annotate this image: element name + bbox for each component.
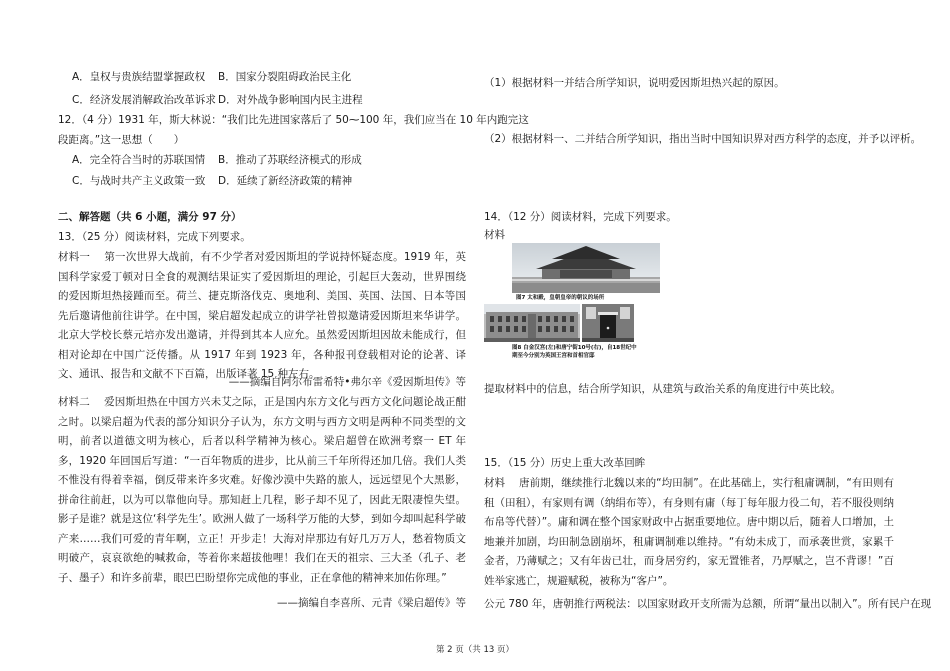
q12-option-b[interactable]: B．推动了苏联经济模式的形成: [218, 154, 362, 166]
q14-intro: 14．（12 分）阅读材料，完成下列要求。: [484, 211, 677, 223]
q12-option-d[interactable]: D．延续了新经济政策的精神: [218, 175, 353, 187]
q11-option-a[interactable]: A．皇权与贵族结盟掌握政权: [72, 71, 206, 83]
q11-option-c[interactable]: C．经济发展消解政治改革诉求: [72, 94, 216, 106]
q11-option-d[interactable]: D．对外战争影响国内民主进程: [218, 94, 363, 106]
q13-source-2: ——摘编自李喜所、元青《梁启超传》等: [277, 597, 466, 609]
figure-8-british-buildings: [484, 304, 660, 374]
q13-requirement-2: （2）根据材料一、二并结合所学知识，指出当时中国知识界对西方科学的态度，并予以评析。: [484, 133, 922, 145]
q13-intro: 13．（25 分）阅读材料，完成下列要求。: [58, 231, 251, 243]
q12-option-c[interactable]: C．与战时共产主义政策一致: [72, 175, 206, 187]
figure-7-taihe-hall: [512, 243, 660, 305]
q12-stem-line2: 段距离。”这一思想（ ）: [58, 134, 185, 146]
q15-material: 材料 唐前期，继续推行北魏以来的“均田制”。在此基础上，实行租庸调制，“有田则有租（田租），有家则有调（纳绢布等），有身则有庸（每丁每年服力役二旬，若不服役则纳布帛等代替）”。庸和调在整个国家财政中占据重要地位。唐中期以后，随着人口增加，土地兼并加剧，均田制急剧崩坏，租庸调制难以维持。“有幼未成丁，而承袭世赏，家累千金者，乃薄赋之；又有年齿已壮，而身居穷约，家无置锥者，乃厚赋之，岂不背谬！”百姓举家逃亡，规避赋税，被称为“客户”。: [484, 477, 894, 587]
figure-7-caption: 图7 太和殿，皇朝皇帝的朝议的场所: [516, 295, 605, 301]
q12-stem-line1: 12．（4 分）1931 年，斯大林说：“我们比先进国家落后了 50⁓100 年，我们应当在 10 年内跑完这: [58, 114, 529, 126]
buckingham-illustration: [484, 304, 580, 342]
section-title: 二、解答题（共 6 小题，满分 97 分）: [58, 211, 242, 223]
q13-source-1: ——摘编自阿尔布雷希特•弗尔辛《爱因斯坦传》等: [228, 376, 466, 388]
q13-requirement-1: （1）根据材料一并结合所学知识，说明爱因斯坦热兴起的原因。: [484, 77, 785, 89]
figure-8-caption: 图8 白金汉宫(左)和唐宁街10号(右)，自18世纪中期至今分别为英国王宫和首相官邸: [512, 345, 637, 359]
palace-illustration: [512, 243, 660, 293]
q15-intro: 15．（15 分）历史上重大改革回眸: [484, 457, 646, 469]
taihe-hall-photo: [512, 243, 660, 293]
downing-street-photo: [582, 304, 634, 342]
buckingham-palace-photo: [484, 304, 580, 342]
q15-last-line: 公元 780 年，唐朝推行两税法：以国家财政开支所需为总额，所谓“量出以制入”。所有民户在现: [484, 598, 932, 610]
downing-street-illustration: [582, 304, 634, 342]
q13-material-1: 材料一 第一次世界大战前，有不少学者对爱因斯坦的学说持怀疑态度。1919 年，英国科学家爱丁顿对日全食的观测结果证实了爱因斯坦的理论，引起巨大轰动，世界围绕的爱因斯坦热接踵而至。荷兰、捷克斯洛伐克、奥地利、美国、英国、法国、日本等国先后邀请他前往讲学。在中国，梁启超发起成立的讲学社曾拟邀请爱因斯坦来华讲学。北京大学校长蔡元培亦发出邀请，并得到其本人应允。虽然爱因斯坦因故未能成行，但相对论却在中国广泛传播。从 1917 年到 1923 年，各种报刊登载相对论的论著、译文、通讯、报告和文献不下百篇，出版译著 15 种左右。: [58, 251, 466, 380]
page-footer: 第 2 页（共 13 页）: [435, 645, 515, 655]
q14-question: 提取材料中的信息，结合所学知识，从建筑与政治关系的角度进行中英比较。: [484, 383, 841, 395]
q11-option-b[interactable]: B．国家分裂阻碍政治民主化: [218, 71, 352, 83]
q12-option-a[interactable]: A．完全符合当时的苏联国情: [72, 154, 206, 166]
q13-material-2: 材料二 爱因斯坦热在中国方兴未艾之际，正是国内东方文化与西方文化问题论战正酣之时。以梁启超为代表的部分知识分子认为，东方文明与西方文明是两种不同类型的文明，前者以道德文明为核心，后者以科学精神为核心。梁启超曾在欧洲考察一 ET 年多，1920 年回国后写道：“一百年物质的进步，比从前三千年所得还加几倍。我们人类不惟没有得着幸福，倒反带来许多灾难。好像沙漠中失路的旅人，远远望见个大黑影，拼命往前赶，以为可以靠他向导。那知赶上几程，影子却不见了，因此无限凄惶失望。影子是谁？就是这位‘科学先生’。欧洲人做了一场科学万能的大梦，到如今却叫起科学破产来……我们可爱的青年啊，立正！开步走！大海对岸那边有好几万万人，愁着物质文明破产，哀哀欲绝的喊救命，等着你来超拔他哩！我们在天的祖宗、三大圣（孔子、老子、墨子）和许多前辈，眼巴巴盼望你完成他的事业，正在拿他的精神来加佑你理。”: [58, 396, 466, 584]
q14-material-label: 材料: [484, 229, 505, 241]
